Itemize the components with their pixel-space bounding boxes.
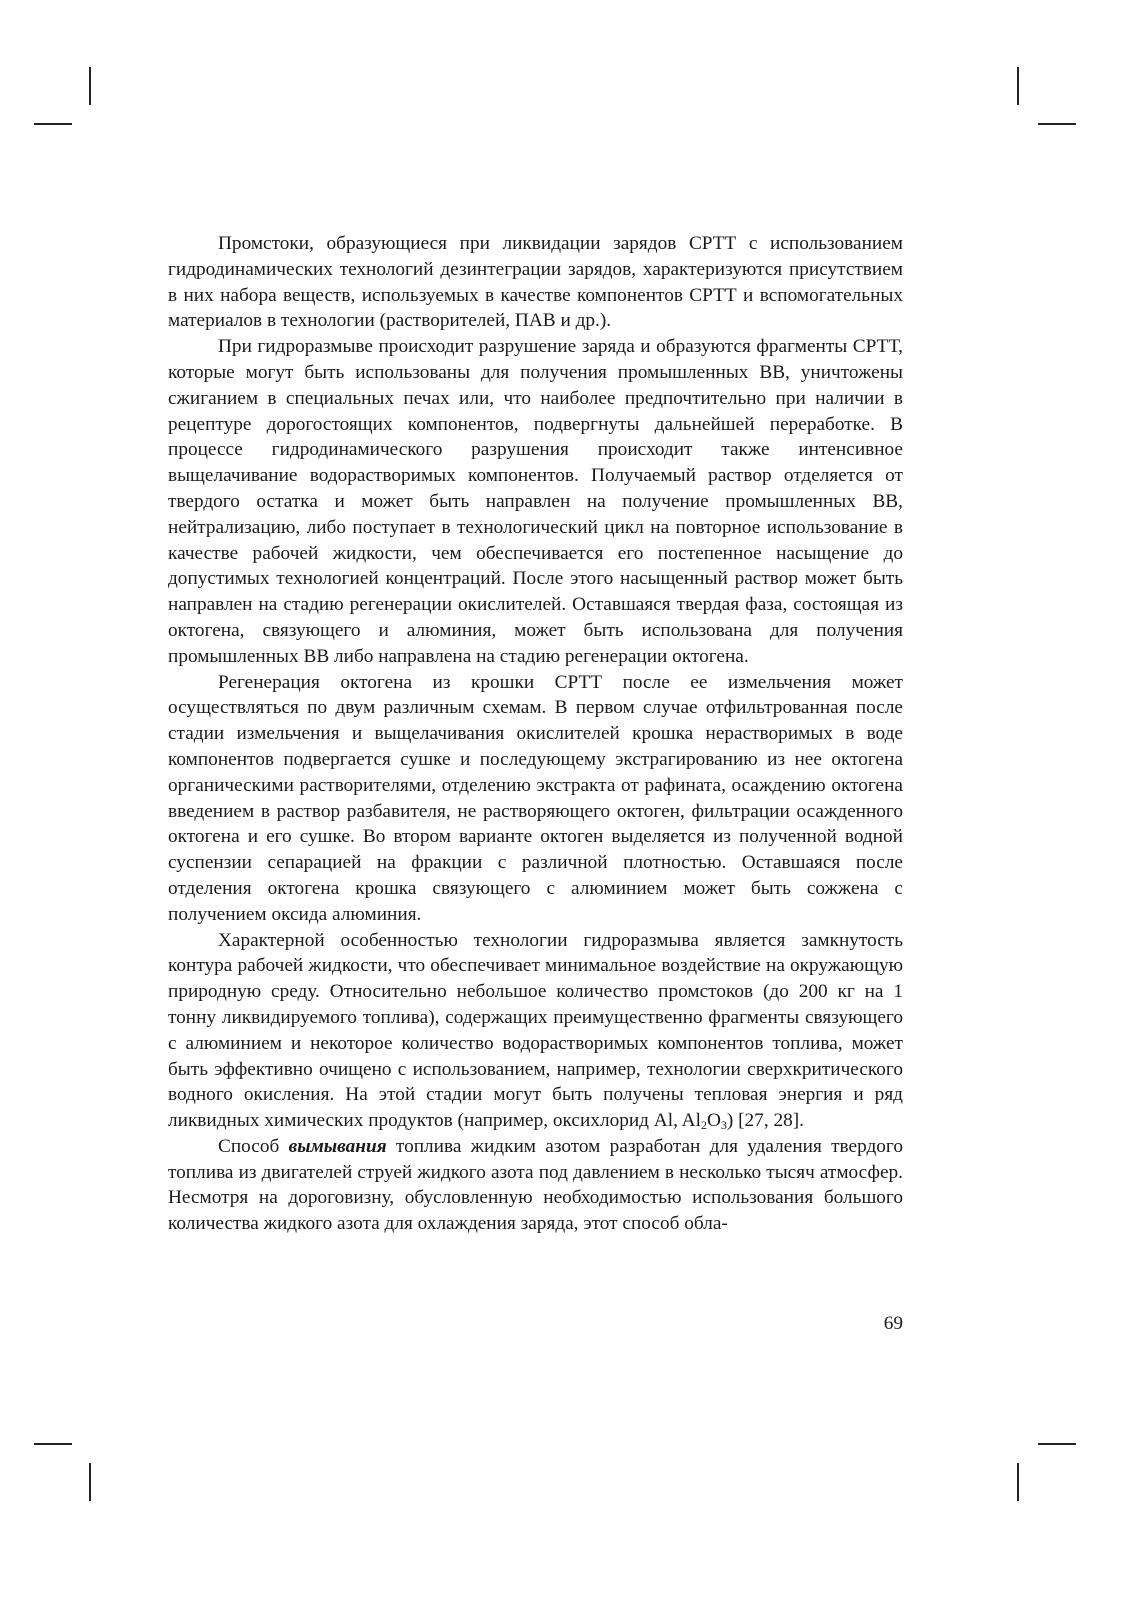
crop-mark-top-right-horizontal xyxy=(1038,123,1076,125)
paragraph-2: При гидроразмыве происходит разрушение заряда и образуются фрагменты СРТТ, которые могут быть использованы для получения промышленных ВВ, уничтожены сжиганием в специальных печах или, что наиболее предпочтительно при наличии в рецептуре дорогостоящих компонентов, подвергнуты дальнейшей переработке. В процессе гидродинамического разрушения происходит также интенсивное выщелачивание водорастворимых компонентов. Получаемый раствор отделяется от твердого остатка и может быть направлен на получение промышленных ВВ, нейтрализацию, либо поступает в технологический цикл на повторное использование в качестве рабочей жидкости, чем обеспечивается его постепенное насыщение до допустимых технологией концентраций. После этого насыщенный раствор может быть направлен на стадию регенерации окислителей. Оставшаяся твердая фаза, состоящая из октогена, связующего и алюминия, может быть использована для получения промышленных ВВ либо направлена на стадию регенерации октогена. xyxy=(168,336,903,667)
body-text xyxy=(168,231,903,1237)
paragraph-5 xyxy=(168,1134,903,1237)
crop-mark-bottom-right-vertical xyxy=(1017,1463,1019,1501)
paragraph-5-text-before: Способ xyxy=(218,1135,289,1157)
emphasized-term: вымывания xyxy=(288,1135,387,1157)
subscript-3: 3 xyxy=(720,1118,727,1133)
crop-mark-top-right-vertical xyxy=(1017,67,1019,105)
paragraph-4-text-before: Характерной особенностью технологии гидроразмыва является замкнутость контура рабочей жидкости, что обеспечивает минимальное воздействие на окружающую природную среду. Относительно небольшое количество промстоков (до 200 кг на 1 тонну ликвидируемого топлива), содержащих преимущественно фрагменты связующего с алюминием и некоторое количество водорастворимых компонентов топлива, может быть эффективно очищено с использованием, например, технологии сверхкритического водного окисления. На этой стадии могут быть получены тепловая энергия и ряд ликвидных химических продуктов (например, оксихлорид Al, Al xyxy=(168,929,903,1132)
paragraph-4 xyxy=(168,928,903,1134)
crop-mark-top-left-vertical xyxy=(89,67,91,105)
paragraph-4-text-after: ) [27, 28]. xyxy=(726,1110,804,1132)
subscript-2: 2 xyxy=(700,1118,707,1133)
crop-mark-top-left-horizontal xyxy=(34,123,72,125)
oxygen-symbol: O xyxy=(706,1110,721,1132)
paragraph-3: Регенерация октогена из крошки СРТТ после ее измельчения может осуществляться по двум различным схемам. В первом случае отфильтрованная после стадии измельчения и выщелачивания окислителей крошка нерастворимых в воде компонентов подвергается сушке и последующему экстрагированию из нее октогена органическими растворителями, отделению экстракта от рафината, осаждению октогена введением в раствор разбавителя, не растворяющего октоген, фильтрации осажденного октогена и его сушке. Во втором варианте октоген выделяется из полученной водной суспензии сепарацией на фракции с различной плотностью. Оставшаяся после отделения октогена крошка связующего с алюминием может быть сожжена с получением оксида алюминия. xyxy=(168,671,903,925)
crop-mark-bottom-left-horizontal xyxy=(34,1443,72,1445)
crop-mark-bottom-left-vertical xyxy=(89,1463,91,1501)
page-number: 69 xyxy=(883,1313,903,1334)
crop-mark-bottom-right-horizontal xyxy=(1038,1443,1076,1445)
paragraph-1: Промстоки, образующиеся при ликвидации зарядов СРТТ с использованием гидродинамических технологий дезинтеграции зарядов, характеризуются присутствием в них набора веществ, используемых в качестве компонентов СРТТ и вспомогательных материалов в технологии (растворителей, ПАВ и др.). xyxy=(168,233,903,332)
paragraph-5-text-after: топлива жидким азотом разработан для удаления твердого топлива из двигателей струей жидкого азота под давлением в несколько тысяч атмосфер. Несмотря на дороговизну, обусловленную необходимостью использования большого количества жидкого азота для охлаждения заряда, этот способ обла- xyxy=(168,1135,903,1235)
